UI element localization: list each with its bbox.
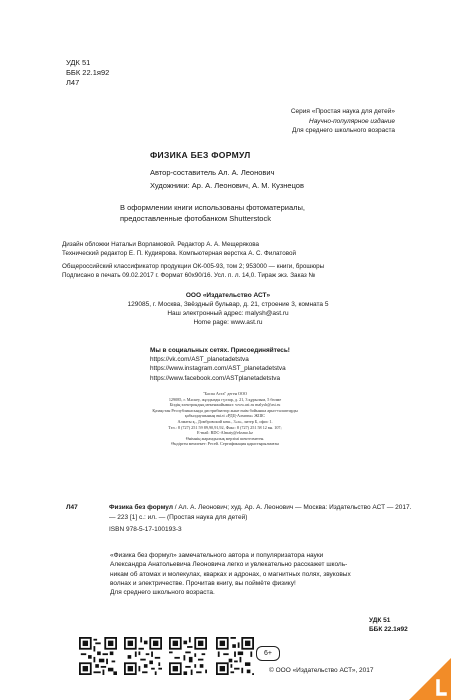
qr-code-vk[interactable] (79, 637, 117, 675)
udk-bottom (369, 616, 408, 634)
qr-code-facebook[interactable] (169, 637, 207, 675)
age-group: Для среднего школьного возраста (291, 127, 395, 134)
small-print-line: "Баспа Аста" деген ООО (202, 391, 248, 396)
labirint-corner-logo (409, 658, 451, 700)
photo-credit (120, 202, 305, 224)
small-print-line: Өндірген мемлекет: Ресей. Сертификация қарастырылмаған (171, 441, 279, 447)
social-heading: Мы в социальных сетях. Присоединяйтесь! (150, 347, 290, 354)
small-print-line: 129085, г. Мәскеу, жұлдызды гүлзар, д. 21, 3 құрылым, 5 бөлме (168, 396, 282, 402)
bbk-line: ББК 22.1я92 (369, 626, 408, 633)
udk-block (66, 58, 109, 88)
age-rating-badge: 6+ (256, 646, 280, 661)
artists: Художники: Ар. А. Леонович, А. М. Кузнецов (150, 181, 304, 190)
copyright: © ООО «Издательство АСТ», 2017 (269, 667, 374, 674)
biblio-title: Физика без формул (109, 504, 173, 511)
edition-type: Научно-популярное издание (309, 117, 395, 125)
social-link-facebook[interactable]: https://www.facebook.com/ASTplanetadetstva (150, 374, 281, 382)
udk-line: УДК 51 (369, 617, 391, 624)
photo-credit-line: предоставленные фотобанком Shutterstock (120, 214, 271, 223)
publisher-address: 129085, г. Москва, Звёздный бульвар, д. 21, строение 3, комната 5 (127, 301, 329, 308)
biblio-text: / Ал. А. Леонович; худ. Ар. А. Леонович — Москва: Издательство АСТ — 2017. — 223 [1] с.: ил. — (Простая наука для детей) (109, 504, 412, 521)
social-link-instagram[interactable]: https://www.instagram.com/AST_planetadetstva (150, 365, 286, 373)
small-print-line: Қазақстан Республикасында дистрибьютор және өнім бойынша арыз-талаптарды (152, 407, 298, 413)
publisher-homepage: Home page: www.ast.ru (193, 319, 263, 326)
book-title: ФИЗИКА БЕЗ ФОРМУЛ (150, 150, 251, 160)
isbn: ISBN 978-5-17-100193-3 (109, 526, 182, 533)
classifier: Общероссийский классификатор продукции ОК-005-93, том 2; 953000 — книги, брошюры (62, 263, 325, 270)
small-print-line: Алматы қ., Домбровский көш., 3«а», литер Б, офис 1. (177, 418, 273, 424)
series-name: Серия «Простая наука для детей» (290, 108, 395, 115)
small-print-line: Өнімнің жарамдылық мерзімі шектелмеген. (185, 435, 265, 441)
annotation-line: «Физика без формул» замечательного автора и популяризатора науки (110, 552, 324, 559)
biblio-author-mark: Л47 (66, 504, 78, 511)
small-print-line: Біздің электрондық мекенжайымыз: www.ast.ru malysh@ast.ru (169, 402, 281, 408)
publisher-name: ООО «Издательство АСТ» (185, 292, 271, 299)
small-print-line: E-mail: RDC-Almaty@eksmo.kz (197, 430, 253, 436)
udk-line: УДК 51 (66, 58, 91, 67)
author-compiler: Автор-составитель Ал. А. Леонович (150, 168, 275, 177)
bibliographic-record (66, 503, 416, 535)
annotation-line: никам об атомах и молекулах, кварках и адронах, о магнитных полях, звуковых (110, 570, 351, 578)
author-mark: Л47 (66, 78, 80, 87)
publisher-email: Наш электронный адрес: malysh@ast.ru (167, 310, 289, 317)
technical-info (62, 240, 412, 280)
small-print-line: Тел.: 8 (727) 251 59 89,90,91,92, Факс: 8 (727) 251 58 12 вн. 107; (168, 424, 282, 430)
annotation (110, 551, 410, 597)
tech-editor-credit: Технический редактор Е. П. Кудиярова. Компьютерная верстка А. С. Филатовой (62, 250, 296, 257)
publisher-block (88, 291, 368, 327)
small-print-line: қабылдаушының өкілі «РДЦ-Алматы» ЖШС (184, 413, 266, 419)
print-info: Подписано в печать 09.02.2017 г. Формат 60х90/16. Усл. п. л. 14,0. Тираж экз. Заказ № (62, 272, 316, 279)
photo-credit-line: В оформлении книги использованы фотоматериалы, (120, 203, 305, 212)
qr-code-instagram[interactable] (124, 637, 162, 675)
social-link-vk[interactable]: https://vk.com/AST_planetadetstva (150, 356, 249, 364)
credits-block (150, 166, 304, 192)
design-credit: Дизайн обложки Натальи Ворламовой. Редактор А. А. Мещерякова (62, 241, 260, 248)
annotation-line: Александра Анатольевича Леоновича легко и увлекательно расскажет школь- (110, 561, 348, 569)
qr-code-ast[interactable] (216, 637, 254, 675)
kazakh-small-print (110, 391, 340, 447)
series-block (291, 107, 395, 136)
annotation-line: Для среднего школьного возраста. (110, 589, 215, 597)
bbk-line: ББК 22.1я92 (66, 68, 110, 77)
annotation-line: волнах и электричестве. Прочитав книгу, вы поймёте физику! (110, 579, 296, 587)
social-block (150, 346, 290, 383)
